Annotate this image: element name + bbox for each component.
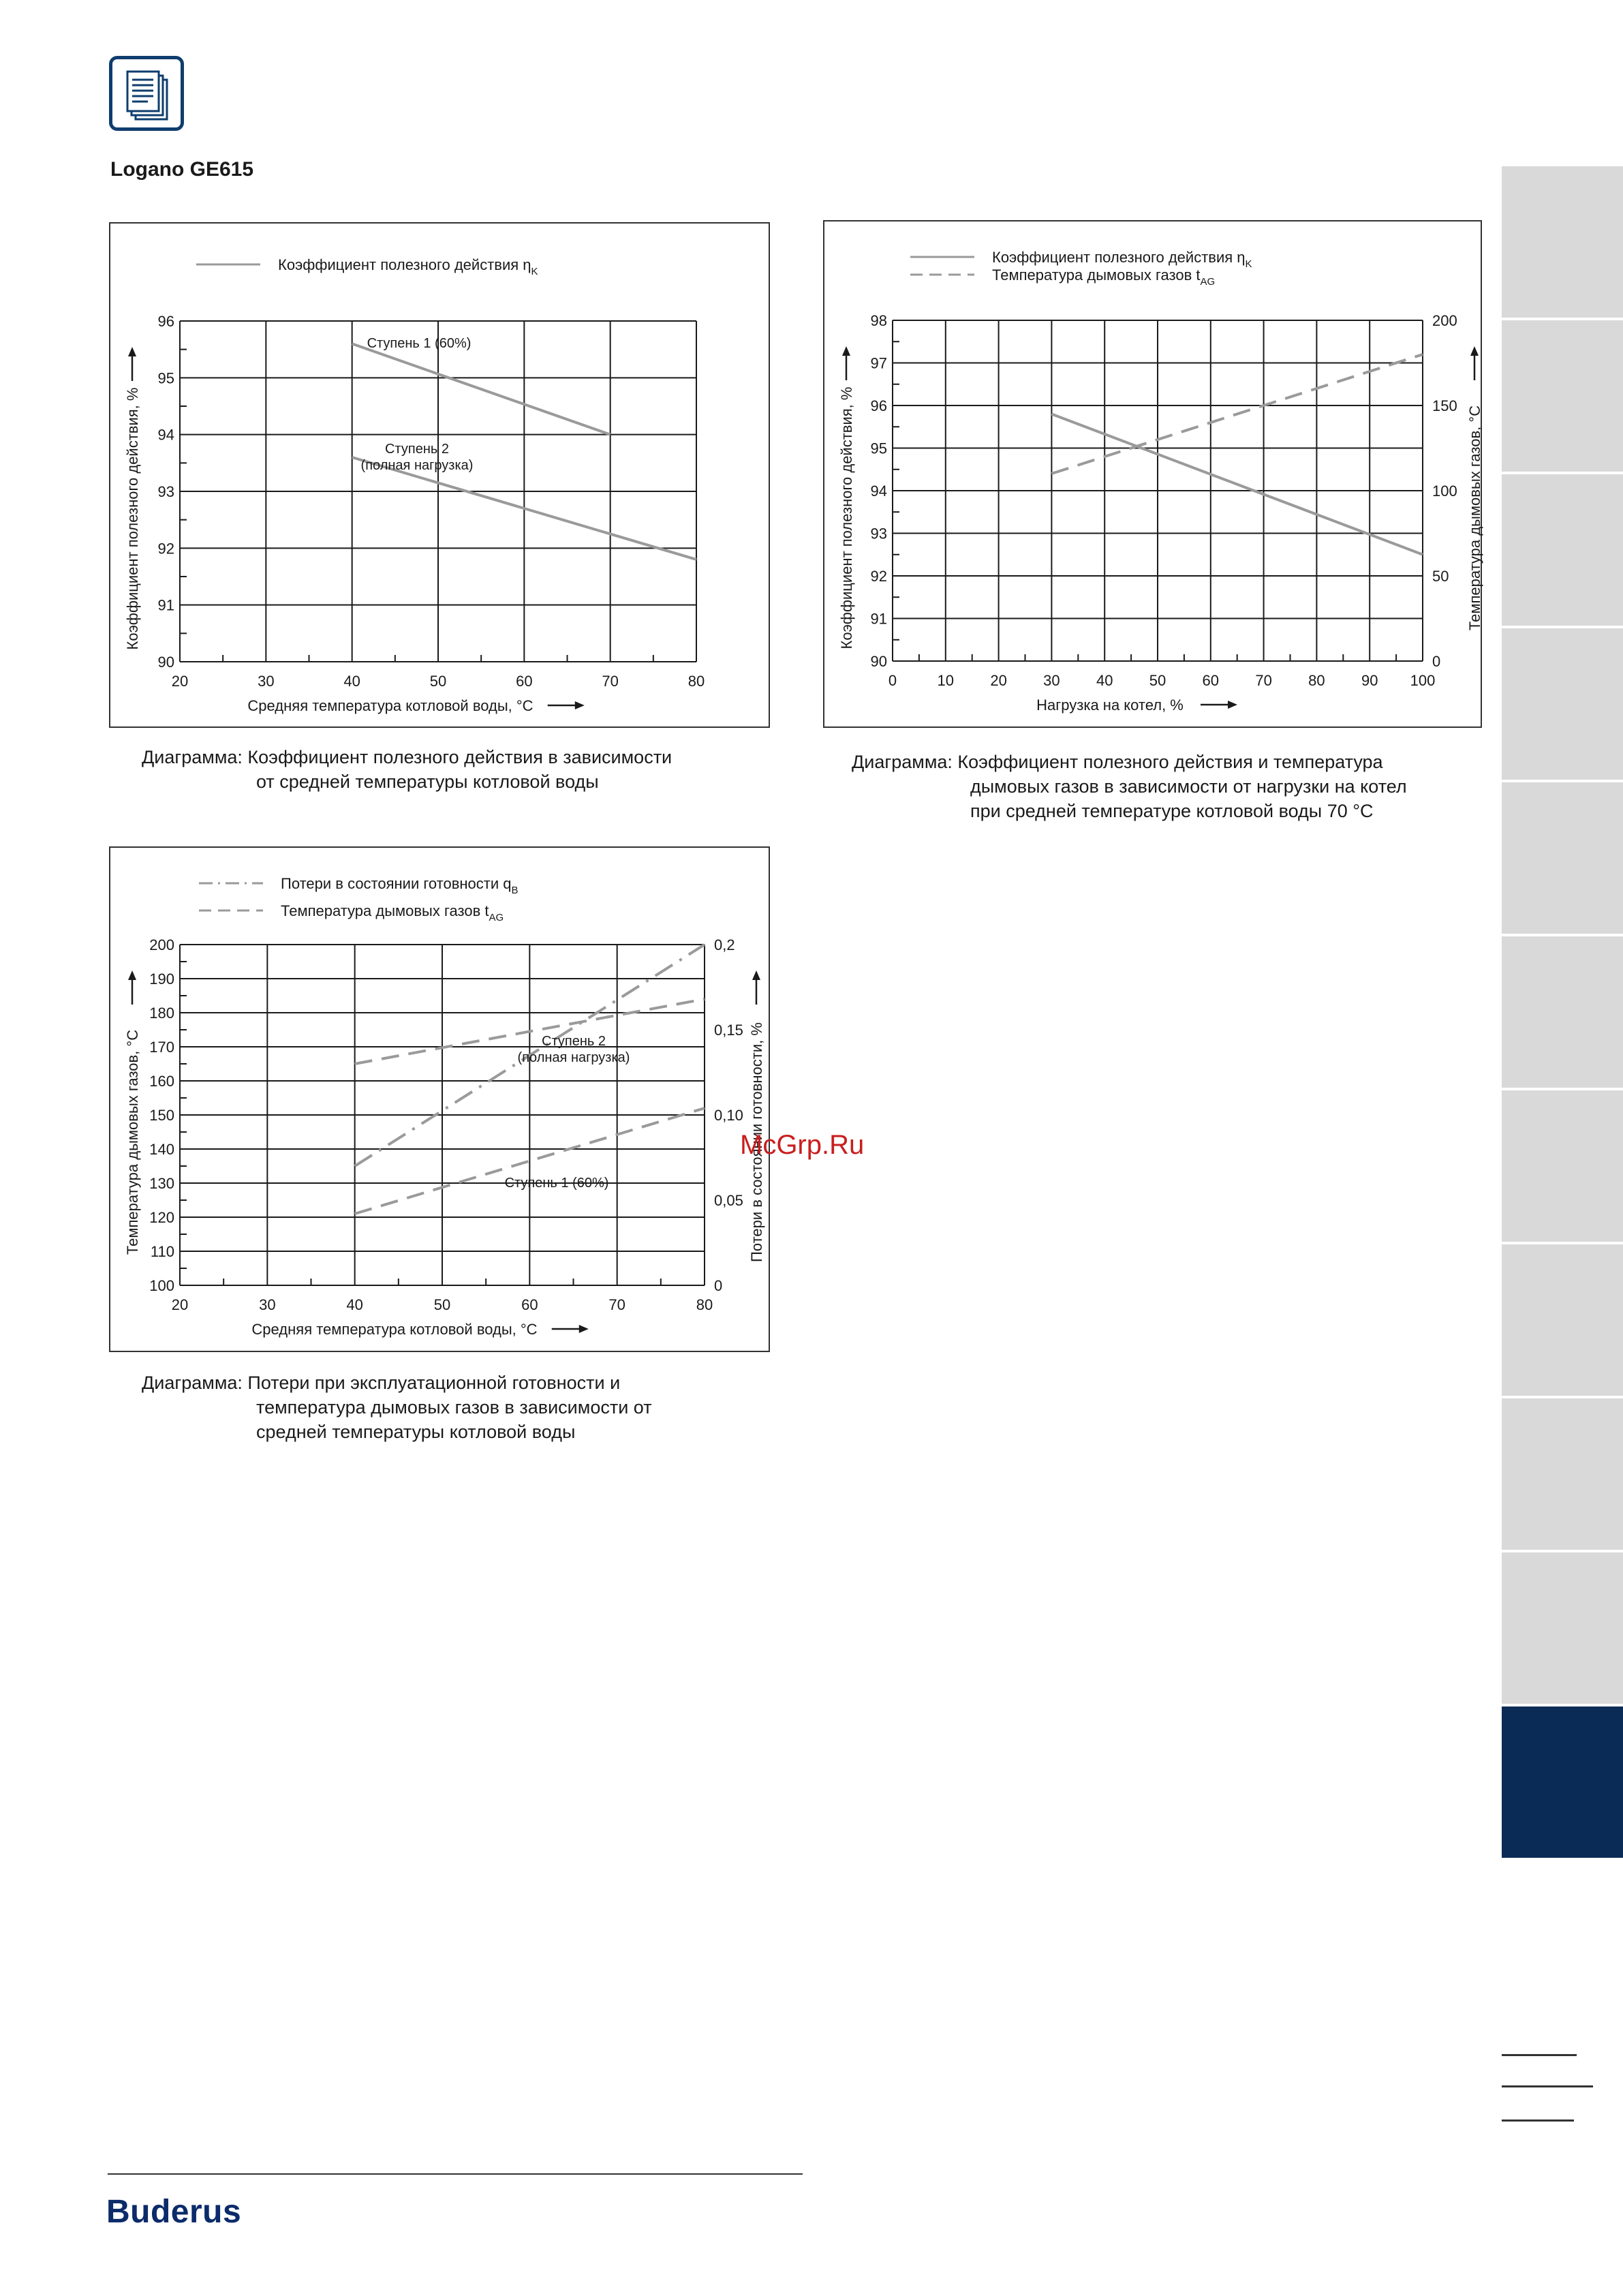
y2-tick-label: 100 bbox=[1432, 483, 1457, 500]
x-tick-label: 70 bbox=[602, 673, 619, 690]
caption-line: температура дымовых газов в зависимости от bbox=[256, 1397, 652, 1418]
y-tick-label: 94 bbox=[157, 426, 174, 444]
section-tab-9[interactable] bbox=[1502, 1398, 1623, 1550]
y-tick-label: 93 bbox=[157, 483, 174, 500]
section-tab-3[interactable] bbox=[1502, 474, 1623, 626]
arrow-right-icon-head bbox=[1228, 701, 1237, 709]
chart-1-svg bbox=[110, 224, 771, 729]
chart-2-svg bbox=[824, 221, 1483, 729]
document-stack-glyph bbox=[126, 70, 174, 123]
caption-chart-3 bbox=[142, 1371, 652, 1444]
x-tick-label: 10 bbox=[937, 672, 955, 689]
legend-label-text: Температура дымовых газов t bbox=[281, 902, 489, 919]
x-axis-label: Средняя температура котловой воды, °C bbox=[247, 697, 534, 714]
y2-axis-label: Температура дымовых газов, °C bbox=[1466, 405, 1483, 631]
x-tick-label: 30 bbox=[258, 673, 275, 690]
series-label: Ступень 1 (60%) bbox=[367, 336, 472, 351]
legend-label-subscript: AG bbox=[489, 912, 504, 923]
x-tick-label: 80 bbox=[687, 673, 705, 690]
legend-label-text: Коэффициент полезного действия η bbox=[992, 249, 1246, 266]
series-label: Ступень 1 (60%) bbox=[504, 1176, 609, 1191]
y-tick-label: 92 bbox=[157, 540, 174, 557]
y-tick-label: 91 bbox=[157, 596, 174, 614]
section-tab-8[interactable] bbox=[1502, 1244, 1623, 1396]
caption-line: средней температуры котловой воды bbox=[256, 1422, 576, 1442]
chart-standby-losses-and-flue-gas bbox=[109, 846, 770, 1352]
caption-chart-1 bbox=[142, 745, 672, 794]
x-tick-label: 90 bbox=[1361, 672, 1378, 689]
footer-rule bbox=[108, 2173, 803, 2175]
caption-line: от средней температуры котловой воды bbox=[256, 771, 599, 792]
legend-label-subscript: K bbox=[1245, 258, 1252, 270]
arrow-up-icon-head bbox=[752, 970, 760, 980]
caption-line: при средней температуре котловой воды 70 °C bbox=[970, 801, 1374, 821]
x-tick-label: 80 bbox=[1308, 672, 1325, 689]
series-line bbox=[1051, 354, 1423, 474]
sidebar-rule-2 bbox=[1502, 2085, 1593, 2087]
document-stack-icon bbox=[109, 56, 184, 131]
y2-tick-label: 200 bbox=[1432, 312, 1457, 329]
legend-label-text: Температура дымовых газов t bbox=[992, 266, 1201, 284]
caption-line: Коэффициент полезного действия и температура bbox=[957, 752, 1383, 772]
series-label-sub: (полная нагрузка) bbox=[517, 1050, 630, 1065]
x-tick-label: 100 bbox=[1410, 672, 1436, 689]
arrow-up-icon-head bbox=[1470, 346, 1479, 356]
x-tick-label: 70 bbox=[608, 1296, 625, 1313]
caption-prefix: Диаграмма: bbox=[142, 1373, 248, 1393]
caption-line: Потери при эксплуатационной готовности и bbox=[247, 1373, 621, 1393]
x-tick-label: 50 bbox=[429, 673, 447, 690]
chart-3-svg bbox=[110, 848, 771, 1353]
y-axis-label: Коэффициент полезного действия, % bbox=[124, 387, 141, 650]
series-line bbox=[352, 343, 610, 434]
y-tick-label: 160 bbox=[149, 1073, 174, 1090]
legend-label bbox=[992, 266, 1215, 288]
x-tick-label: 40 bbox=[1096, 672, 1113, 689]
y2-tick-label: 0,10 bbox=[714, 1107, 743, 1124]
x-tick-label: 30 bbox=[1043, 672, 1060, 689]
series-label: Ступень 2 bbox=[542, 1034, 606, 1049]
y-tick-label: 91 bbox=[870, 610, 887, 628]
caption-prefix: Диаграмма: bbox=[852, 752, 958, 772]
y-tick-label: 96 bbox=[870, 397, 887, 414]
legend-label-subscript: B bbox=[511, 885, 519, 896]
y-tick-label: 200 bbox=[149, 936, 174, 953]
section-tab-1[interactable] bbox=[1502, 166, 1623, 318]
x-tick-label: 40 bbox=[343, 673, 360, 690]
arrow-up-icon-head bbox=[842, 346, 850, 356]
y-tick-label: 130 bbox=[149, 1175, 174, 1192]
caption-chart-2 bbox=[852, 750, 1407, 823]
y2-tick-label: 150 bbox=[1432, 397, 1457, 414]
y-tick-label: 180 bbox=[149, 1005, 174, 1022]
y2-tick-label: 50 bbox=[1432, 568, 1449, 585]
caption-line: Коэффициент полезного действия в зависимости bbox=[247, 747, 673, 767]
legend-label-subscript: AG bbox=[1200, 276, 1216, 288]
y-tick-label: 90 bbox=[870, 653, 887, 670]
y2-tick-label: 0 bbox=[714, 1277, 723, 1294]
x-tick-label: 60 bbox=[516, 673, 533, 690]
y-tick-label: 110 bbox=[150, 1243, 174, 1260]
y-axis-label: Температура дымовых газов, °C bbox=[124, 1029, 141, 1255]
legend-label-text: Потери в состоянии готовности q bbox=[281, 875, 512, 892]
y-tick-label: 92 bbox=[870, 568, 887, 585]
arrow-right-icon-head bbox=[579, 1325, 589, 1333]
chart-efficiency-vs-temperature bbox=[109, 222, 770, 728]
y2-tick-label: 0,2 bbox=[714, 936, 735, 953]
caption-prefix: Диаграмма: bbox=[142, 747, 248, 767]
caption-line: дымовых газов в зависимости от нагрузки на котел bbox=[970, 776, 1407, 797]
arrow-up-icon-head bbox=[128, 347, 136, 356]
legend-label bbox=[281, 875, 519, 896]
section-tab-6[interactable] bbox=[1502, 936, 1623, 1088]
y2-tick-label: 0,05 bbox=[714, 1192, 743, 1209]
section-tab-4[interactable] bbox=[1502, 628, 1623, 780]
arrow-up-icon-head bbox=[128, 970, 136, 980]
y2-tick-label: 0 bbox=[1432, 653, 1441, 670]
y-tick-label: 90 bbox=[157, 654, 174, 671]
x-axis-label: Средняя температура котловой воды, °C bbox=[251, 1321, 538, 1338]
y-tick-label: 95 bbox=[870, 440, 887, 457]
arrow-right-icon-head bbox=[575, 701, 585, 709]
sidebar-rule-3 bbox=[1502, 2119, 1574, 2122]
legend-label bbox=[278, 256, 538, 277]
y-tick-label: 140 bbox=[149, 1141, 174, 1158]
x-tick-label: 20 bbox=[171, 1296, 189, 1313]
section-tab-5[interactable] bbox=[1502, 782, 1623, 934]
section-tab-7[interactable] bbox=[1502, 1090, 1623, 1242]
y2-axis-label: Потери в состоянии готовности, % bbox=[748, 1022, 765, 1262]
y-tick-label: 190 bbox=[149, 970, 174, 988]
y2-tick-label: 0,15 bbox=[714, 1022, 743, 1039]
x-tick-label: 40 bbox=[346, 1296, 363, 1313]
section-tab-2[interactable] bbox=[1502, 320, 1623, 472]
y-tick-label: 98 bbox=[870, 312, 887, 329]
x-tick-label: 30 bbox=[259, 1296, 276, 1313]
legend-label-subscript: K bbox=[531, 266, 538, 277]
y-tick-label: 96 bbox=[157, 313, 174, 330]
legend-label-text: Коэффициент полезного действия η bbox=[278, 256, 531, 273]
chart-efficiency-and-flue-gas-vs-load bbox=[823, 220, 1482, 728]
section-tab-active[interactable] bbox=[1502, 1706, 1623, 1858]
x-tick-label: 60 bbox=[521, 1296, 538, 1313]
x-tick-label: 60 bbox=[1202, 672, 1220, 689]
watermark: McGrp.Ru bbox=[740, 1130, 865, 1160]
y-tick-label: 94 bbox=[870, 483, 887, 500]
legend-label bbox=[281, 902, 504, 923]
series-label-sub: (полная нагрузка) bbox=[360, 458, 474, 473]
series-label: Ступень 2 bbox=[385, 442, 449, 457]
x-tick-label: 0 bbox=[888, 672, 897, 689]
y-tick-label: 97 bbox=[870, 354, 887, 372]
sidebar-rule-1 bbox=[1502, 2054, 1577, 2056]
product-title: Logano GE615 bbox=[110, 158, 254, 181]
y-tick-label: 150 bbox=[149, 1107, 174, 1124]
y-tick-label: 120 bbox=[149, 1209, 174, 1226]
x-axis-label: Нагрузка на котел, % bbox=[1036, 697, 1184, 714]
brand-logo: Buderus bbox=[106, 2194, 242, 2230]
y-axis-label: Коэффициент полезного действия, % bbox=[838, 386, 855, 649]
x-tick-label: 20 bbox=[990, 672, 1007, 689]
y-tick-label: 93 bbox=[870, 525, 887, 542]
x-tick-label: 20 bbox=[171, 673, 189, 690]
x-tick-label: 80 bbox=[696, 1296, 713, 1313]
x-tick-label: 50 bbox=[433, 1296, 451, 1313]
y-tick-label: 170 bbox=[149, 1039, 174, 1056]
y-tick-label: 95 bbox=[157, 369, 174, 387]
y-tick-label: 100 bbox=[149, 1277, 174, 1294]
x-tick-label: 70 bbox=[1255, 672, 1272, 689]
section-tab-10[interactable] bbox=[1502, 1552, 1623, 1704]
x-tick-label: 50 bbox=[1149, 672, 1166, 689]
